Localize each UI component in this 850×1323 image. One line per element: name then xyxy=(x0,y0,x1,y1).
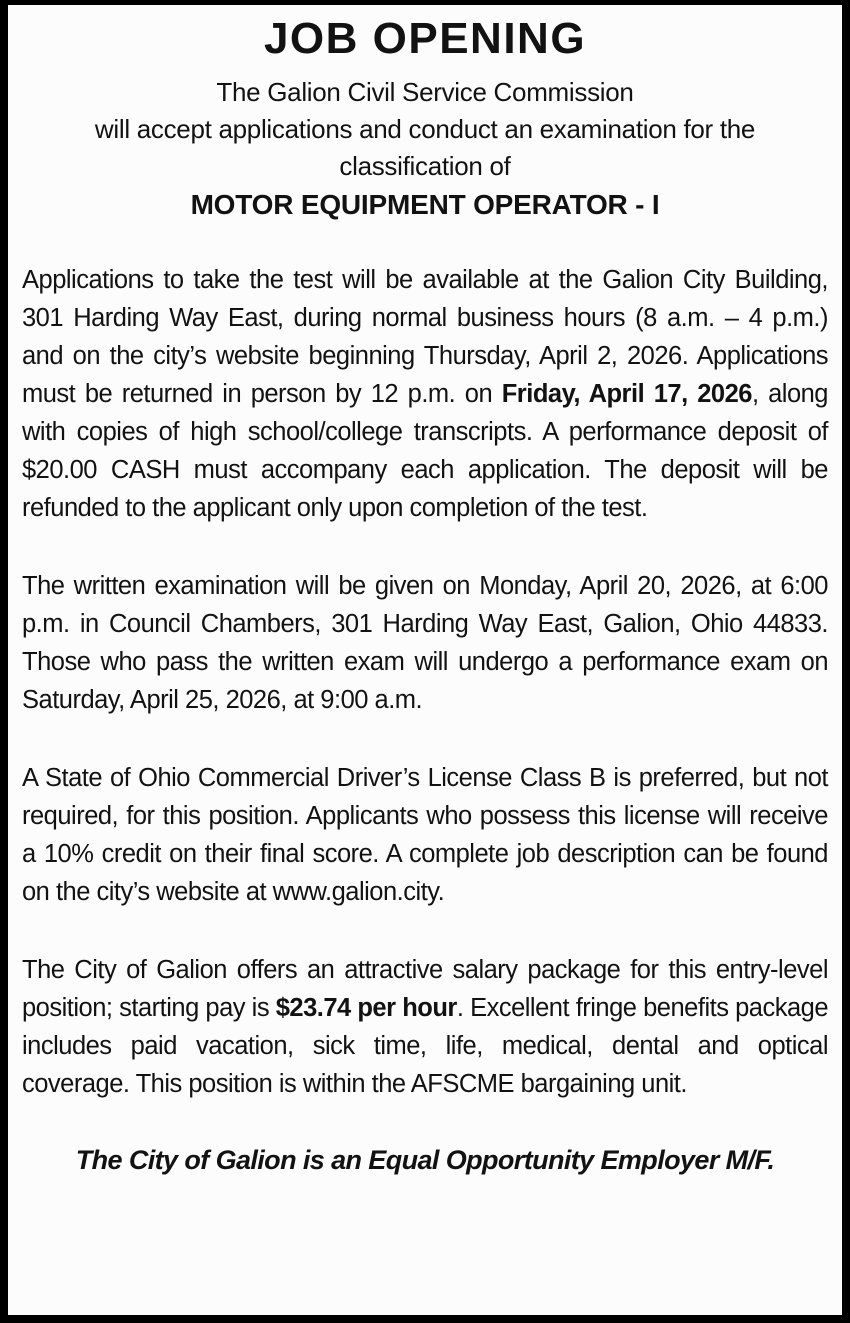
equal-opportunity-statement: The City of Galion is an Equal Opportunity Employer M/F. xyxy=(75,1145,775,1175)
subtitle-line-2: will accept applications and conduct an examination for the xyxy=(94,114,756,144)
ad-title: JOB OPENING xyxy=(263,14,587,63)
application-deadline-bold-run: Friday, April 17, 2026 xyxy=(501,380,752,408)
ad-body xyxy=(22,261,828,1103)
license-preference-paragraph xyxy=(22,759,828,911)
text-run: . Excellent fringe benefits package includes paid vacation, sick time, life, medical, dental and optical coverage. This position is within the AFSCME bargaining unit. xyxy=(22,994,828,1098)
subtitle-line-3: classification of xyxy=(339,151,511,181)
text-run: A State of Ohio Commercial Driver’s License Class B is preferred, but not required, for this position. Applicants who possess this license will receive a 10% credit on their final score. A complete job description can be found on the city’s website at www.galion.city. xyxy=(22,764,828,906)
text-run: The City of Galion offers an attractive salary package for this entry-level position; starting pay is xyxy=(22,956,828,1022)
text-run: , along with copies of high school/college transcripts. A performance deposit of $20.00 CASH must accompany each application. The deposit will be refunded to the applicant only upon completion of the test. xyxy=(22,380,828,522)
position-title: MOTOR EQUIPMENT OPERATOR - I xyxy=(190,189,660,220)
starting-pay-bold-run: $23.74 per hour xyxy=(275,994,457,1022)
salary-benefits-paragraph xyxy=(22,951,828,1103)
application-availability-paragraph xyxy=(22,261,828,527)
text-run: The written examination will be given on Monday, April 20, 2026, at 6:00 p.m. in Council Chambers, 301 Harding Way East, Galion, Ohio 44833. Those who pass the written exam will undergo a performance exam on Saturday, April 25, 2026, at 9:00 a.m. xyxy=(22,572,828,714)
subtitle-line-1: The Galion Civil Service Commission xyxy=(216,77,634,107)
exam-schedule-paragraph xyxy=(22,567,828,719)
text-run: Applications to take the test will be available at the Galion City Building, 301 Harding Way East, during normal business hours (8 a.m. – 4 p.m.) and on the city’s website beginning Thursday, April 2, 2026. Applications must be returned in person by 12 p.m. on xyxy=(22,266,828,408)
